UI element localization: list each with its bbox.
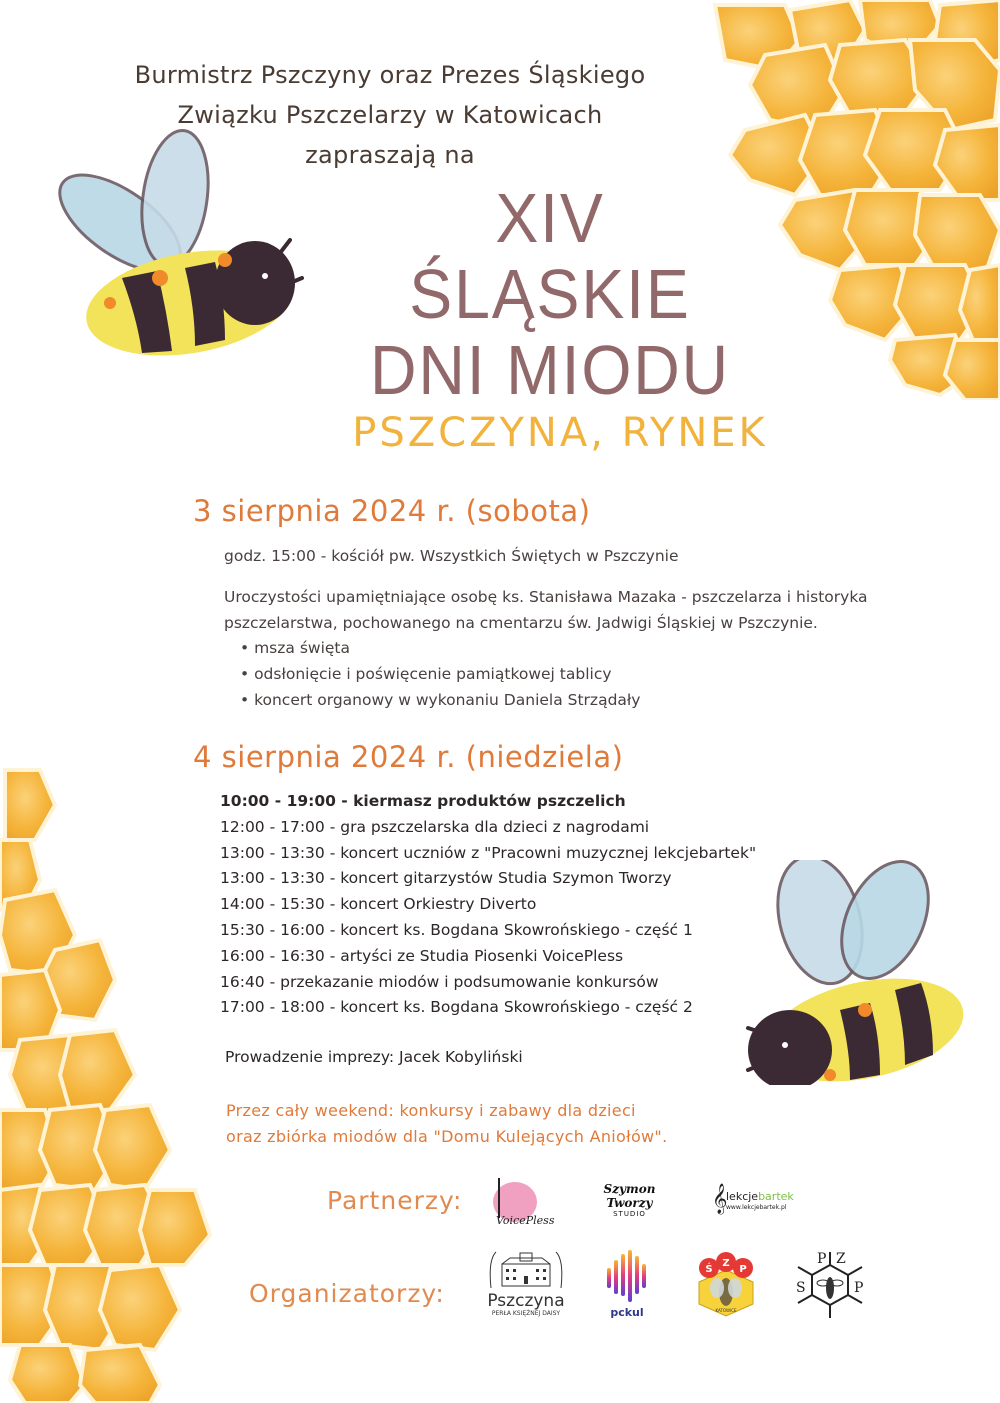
bee-illustration-right	[745, 860, 965, 1085]
szp-katowice-logo	[697, 1252, 755, 1318]
day2-heading: 4 sierpnia 2024 r. (niedziela)	[193, 740, 624, 774]
day1-description: Uroczystości upamiętniające osobę ks. Stanisława Mazaka - pszczelarza i historyka pszczelarstwa, pochowanego na cmentarzu św. Jadwigi Śląskiej w Pszczynie.	[224, 588, 868, 632]
organizers-label: Organizatorzy:	[249, 1279, 445, 1308]
weekend-note-line-2: oraz zbiórka miodów dla "Domu Kulejących Aniołów".	[226, 1127, 668, 1146]
voicepless-logo: VoicePless	[488, 1178, 553, 1234]
event-title	[311, 180, 789, 408]
pckul-logo: pckul	[602, 1250, 652, 1320]
svg-text:P: P	[817, 1251, 827, 1267]
day1-bullet: • koncert organowy w wykonaniu Daniela Strządały	[240, 687, 640, 713]
intro-text	[0, 55, 780, 175]
day1-bullet-list	[240, 635, 640, 713]
weekend-note	[226, 1098, 667, 1150]
schedule-item: 13:00 - 13:30 - koncert gitarzystów Studia Szymon Tworzy	[220, 869, 672, 888]
title-line-3: DNI MIODU	[369, 331, 731, 409]
schedule-item: 14:00 - 15:30 - koncert Orkiestry Diverto	[220, 895, 537, 914]
intro-line-3: zapraszają na	[305, 141, 475, 169]
sound-wave-icon	[605, 1250, 649, 1302]
szymon-tworzy-logo: Szymon Tworzy STUDIO	[603, 1182, 656, 1218]
schedule-item: 10:00 - 19:00 - kiermasz produktów pszczelich	[220, 792, 626, 810]
title-line-2: ŚLĄSKIE	[409, 255, 691, 333]
day1-bullet: • odsłonięcie i poświęcenie pamiątkowej tablicy	[240, 661, 640, 687]
svg-text:Z: Z	[836, 1251, 846, 1267]
schedule-item: 16:40 - przekazanie miodów i podsumowanie konkursów	[220, 972, 659, 991]
schedule-item: 12:00 - 17:00 - gra pszczelarska dla dzieci z nagrodami	[220, 817, 650, 836]
svg-text:Ś: Ś	[705, 1264, 713, 1275]
intro-line-1: Burmistrz Pszczyny oraz Prezes Śląskiego	[134, 61, 646, 89]
castle-icon	[488, 1250, 564, 1288]
svg-text:P: P	[854, 1280, 864, 1296]
partners-label: Partnerzy:	[327, 1186, 463, 1215]
pszczyna-logo: Pszczyna PERŁA KSIĘŻNEJ DAISY	[486, 1250, 566, 1320]
intro-line-2: Związku Pszczelarzy w Katowicach	[177, 101, 603, 129]
treble-clef-icon: 𝄞	[712, 1184, 728, 1214]
svg-text:P: P	[739, 1264, 747, 1275]
schedule-item: 17:00 - 18:00 - koncert ks. Bogdana Skowrońskiego - część 2	[220, 998, 693, 1017]
title-line-1: XIV	[495, 179, 605, 257]
weekend-note-line-1: Przez cały weekend: konkursy i zabawy dla dzieci	[226, 1101, 636, 1120]
svg-text:Z: Z	[722, 1258, 730, 1269]
day1-heading: 3 sierpnia 2024 r. (sobota)	[193, 494, 591, 528]
svg-text:S: S	[796, 1280, 806, 1296]
schedule-item: 13:00 - 13:30 - koncert uczniów z "Pracowni muzycznej lekcjebartek"	[220, 843, 757, 862]
event-location: PSZCZYNA, RYNEK	[352, 410, 768, 456]
day1-time-place: godz. 15:00 - kościół pw. Wszystkich Świętych w Pszczynie	[224, 547, 679, 565]
event-host: Prowadzenie imprezy: Jacek Kobyliński	[225, 1048, 523, 1066]
honeycomb-bottom-left-decoration	[0, 760, 215, 1403]
day1-bullet: • msza święta	[240, 635, 640, 661]
svg-text:KATOWICE: KATOWICE	[715, 1308, 737, 1313]
schedule-item: 16:00 - 16:30 - artyści ze Studia Piosenki VoicePless	[220, 946, 624, 965]
schedule-item: 15:30 - 16:00 - koncert ks. Bogdana Skowrońskiego - część 1	[220, 920, 693, 939]
day2-schedule	[220, 789, 756, 1021]
pzp-logo	[790, 1250, 870, 1320]
lekcjebartek-logo: 𝄞 lekcjebartek www.lekcjebartek.pl	[712, 1184, 794, 1214]
